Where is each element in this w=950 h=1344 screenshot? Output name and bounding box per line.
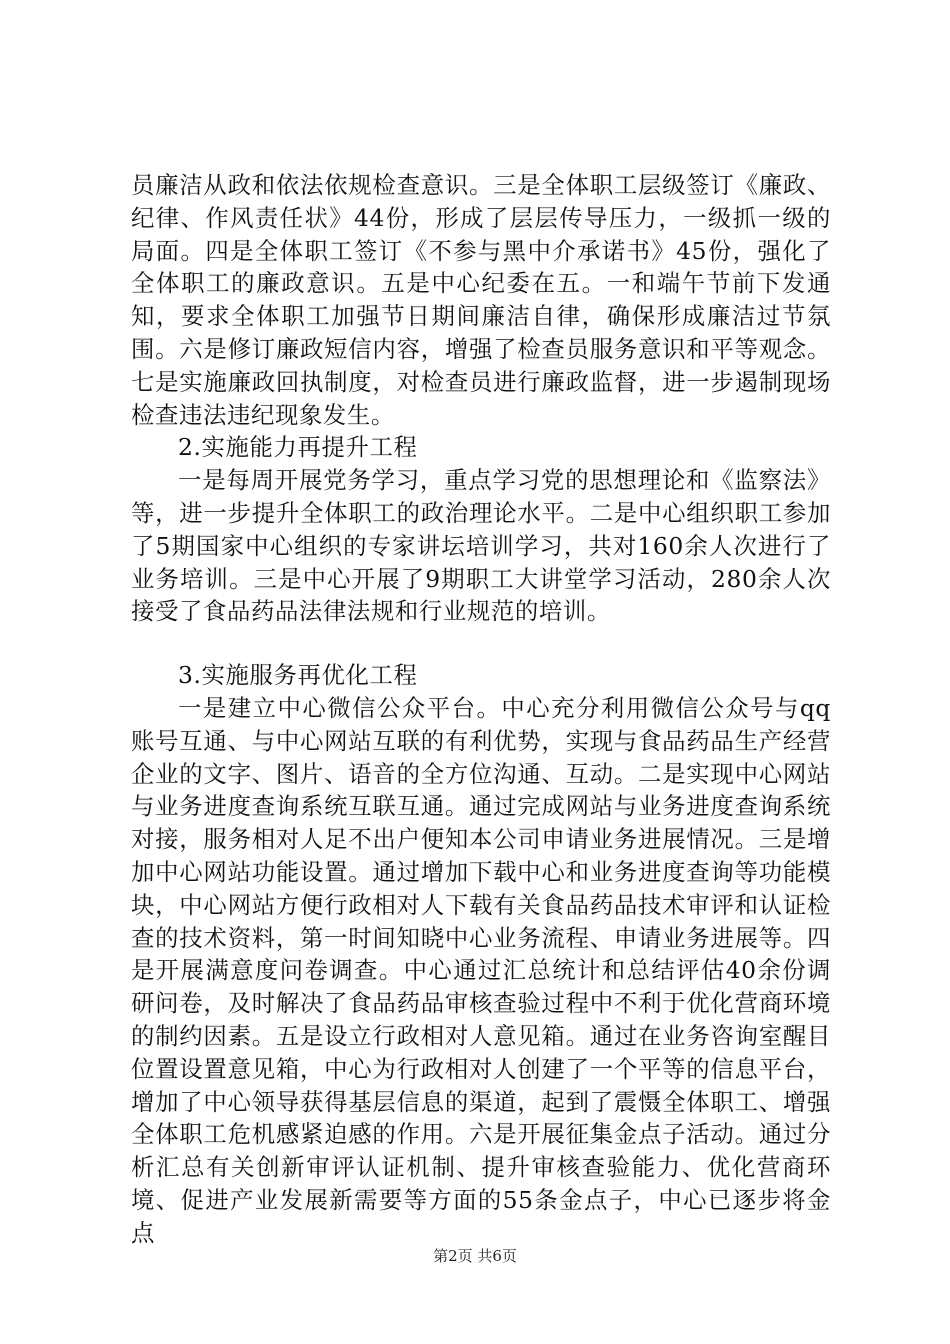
page-number-footer: 第2页 共6页 xyxy=(433,1247,517,1265)
document-body xyxy=(131,169,831,1250)
paragraph-integrity-continued: 员廉洁从政和依法依规检查意识。三是全体职工层级签订《廉政、纪律、作风责任状》44份，形成了层层传导压力，一级抓一级的局面。四是全体职工签订《不参与黑中介承诺书》45份，强化了全体职工的廉政意识。五是中心纪委在五。一和端午节前下发通知，要求全体职工加强节日期间廉洁自律，确保形成廉洁过节氛围。六是修订廉政短信内容，增强了检查员服务意识和平等观念。七是实施廉政回执制度，对检查员进行廉政监督，进一步遏制现场检查违法违纪现象发生。 xyxy=(131,171,831,429)
section-heading-capability: 2.实施能力再提升工程 xyxy=(178,433,418,462)
section-heading-service: 3.实施服务再优化工程 xyxy=(178,661,418,690)
paragraph-spacer xyxy=(131,628,831,659)
paragraph-capability: 一是每周开展党务学习，重点学习党的思想理论和《监察法》等，进一步提升全体职工的政治理论水平。二是中心组织职工参加了5期国家中心组织的专家讲坛培训学习，共对160余人次进行了业务培训。三是中心开展了9期职工大讲堂学习活动，280余人次接受了食品药品法律法规和行业规范的培训。 xyxy=(131,466,831,626)
paragraph-service: 一是建立中心微信公众平台。中心充分利用微信公众号与qq账号互通、与中心网站互联的有利优势，实现与食品药品生产经营企业的文字、图片、语音的全方位沟通、互动。二是实现中心网站与业务进度查询系统互联互通。通过完成网站与业务进度查询系统对接，服务相对人足不出户便知本公司申请业务进展情况。三是增加中心网站功能设置。通过增加下载中心和业务进度查询等功能模块，中心网站方便行政相对人下载有关食品药品技术审评和认证检查的技术资料，第一时间知晓中心业务流程、申请业务进展等。四是开展满意度问卷调查。中心通过汇总统计和总结评估40余份调研问卷，及时解决了食品药品审核查验过程中不利于优化营商环境的制约因素。五是设立行政相对人意见箱。通过在业务咨询室醒目位置设置意见箱，中心为行政相对人创建了一个平等的信息平台，增加了中心领导获得基层信息的渠道，起到了震慑全体职工、增强全体职工危机感紧迫感的作用。六是开展征集金点子活动。通过分析汇总有关创新审评认证机制、提升审核查验能力、优化营商环境、促进产业发展新需要等方面的55条金点子，中心已逐步将金点 xyxy=(131,693,831,1247)
